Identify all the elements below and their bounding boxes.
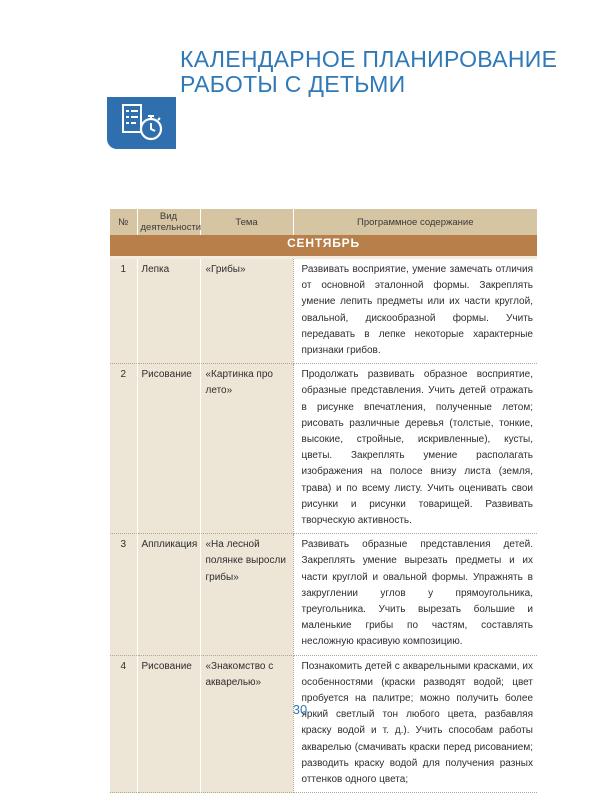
table-row (110, 655, 537, 793)
month-row (110, 235, 537, 258)
row-number: 1 (110, 258, 137, 364)
row-topic: «На лесной полянке выросли грибы» (200, 534, 293, 655)
table-row (110, 534, 537, 655)
header-topic: Тема (200, 209, 293, 235)
title-line-1: КАЛЕНДАРНОЕ ПЛАНИРОВАНИЕ (180, 46, 558, 72)
section-badge (107, 97, 176, 149)
row-activity: Лепка (137, 258, 200, 364)
row-activity: Рисование (137, 655, 200, 793)
row-content: Развивать образные представления детей. Закреплять умение вырезать предметы и их части круглой и овальной формы. Упражнять в закруглении углов у прямоугольника, треугольника. Учить вырезать большие и маленькие грибы по частям, составлять несложную красивую композицию. (293, 534, 537, 655)
row-topic: «Знакомство с акварелью» (200, 655, 293, 793)
header-program-content: Программное содержание (293, 209, 537, 235)
checklist-stopwatch-icon (121, 103, 165, 143)
row-content: Познакомить детей с акварельными красками, их особенностями (краски разводят водой; цвет пробуется на палитре; можно получить более яркий светлый тон любого цвета, разбавляя краску водой и т. д.). Учить способам работы акварелью (смачивать краски перед рисованием; разводить краску водой для получения разных оттенков одного цвета; (293, 655, 537, 793)
row-activity: Аппликация (137, 534, 200, 655)
header-activity: Вид деятельности (137, 209, 200, 235)
page-number: 30 (292, 702, 308, 717)
row-number: 3 (110, 534, 137, 655)
row-content: Развивать восприятие, умение замечать отличия от основной эталонной формы. Закреплять умение лепить предметы или их части круглой, овальной, дискообразной формы. Учить передавать в лепке некоторые характерные признаки грибов. (293, 258, 537, 364)
row-number: 4 (110, 655, 137, 793)
header-number: № (110, 209, 137, 235)
table-row (110, 364, 537, 534)
row-content: Продолжать развивать образное восприятие, образные представления. Учить детей отражать в рисунке впечатления, полученные летом; рисовать различные деревья (толстые, тонкие, высокие, стройные, искривленные), кусты, цветы. Закреплять умение располагать изображения на полосе внизу листа (земля, трава) и по всему листу. Учить оценивать свои рисунки и рисунки товарищей. Развивать творческую активность. (293, 364, 537, 534)
title-line-2: РАБОТЫ С ДЕТЬМИ (180, 71, 406, 97)
table-header-row (110, 209, 537, 235)
row-topic: «Картинка про лето» (200, 364, 293, 534)
page-title (180, 47, 580, 97)
month-label: СЕНТЯБРЬ (110, 235, 537, 258)
row-activity: Рисование (137, 364, 200, 534)
table-row (110, 258, 537, 364)
row-number: 2 (110, 364, 137, 534)
row-topic: «Грибы» (200, 258, 293, 364)
